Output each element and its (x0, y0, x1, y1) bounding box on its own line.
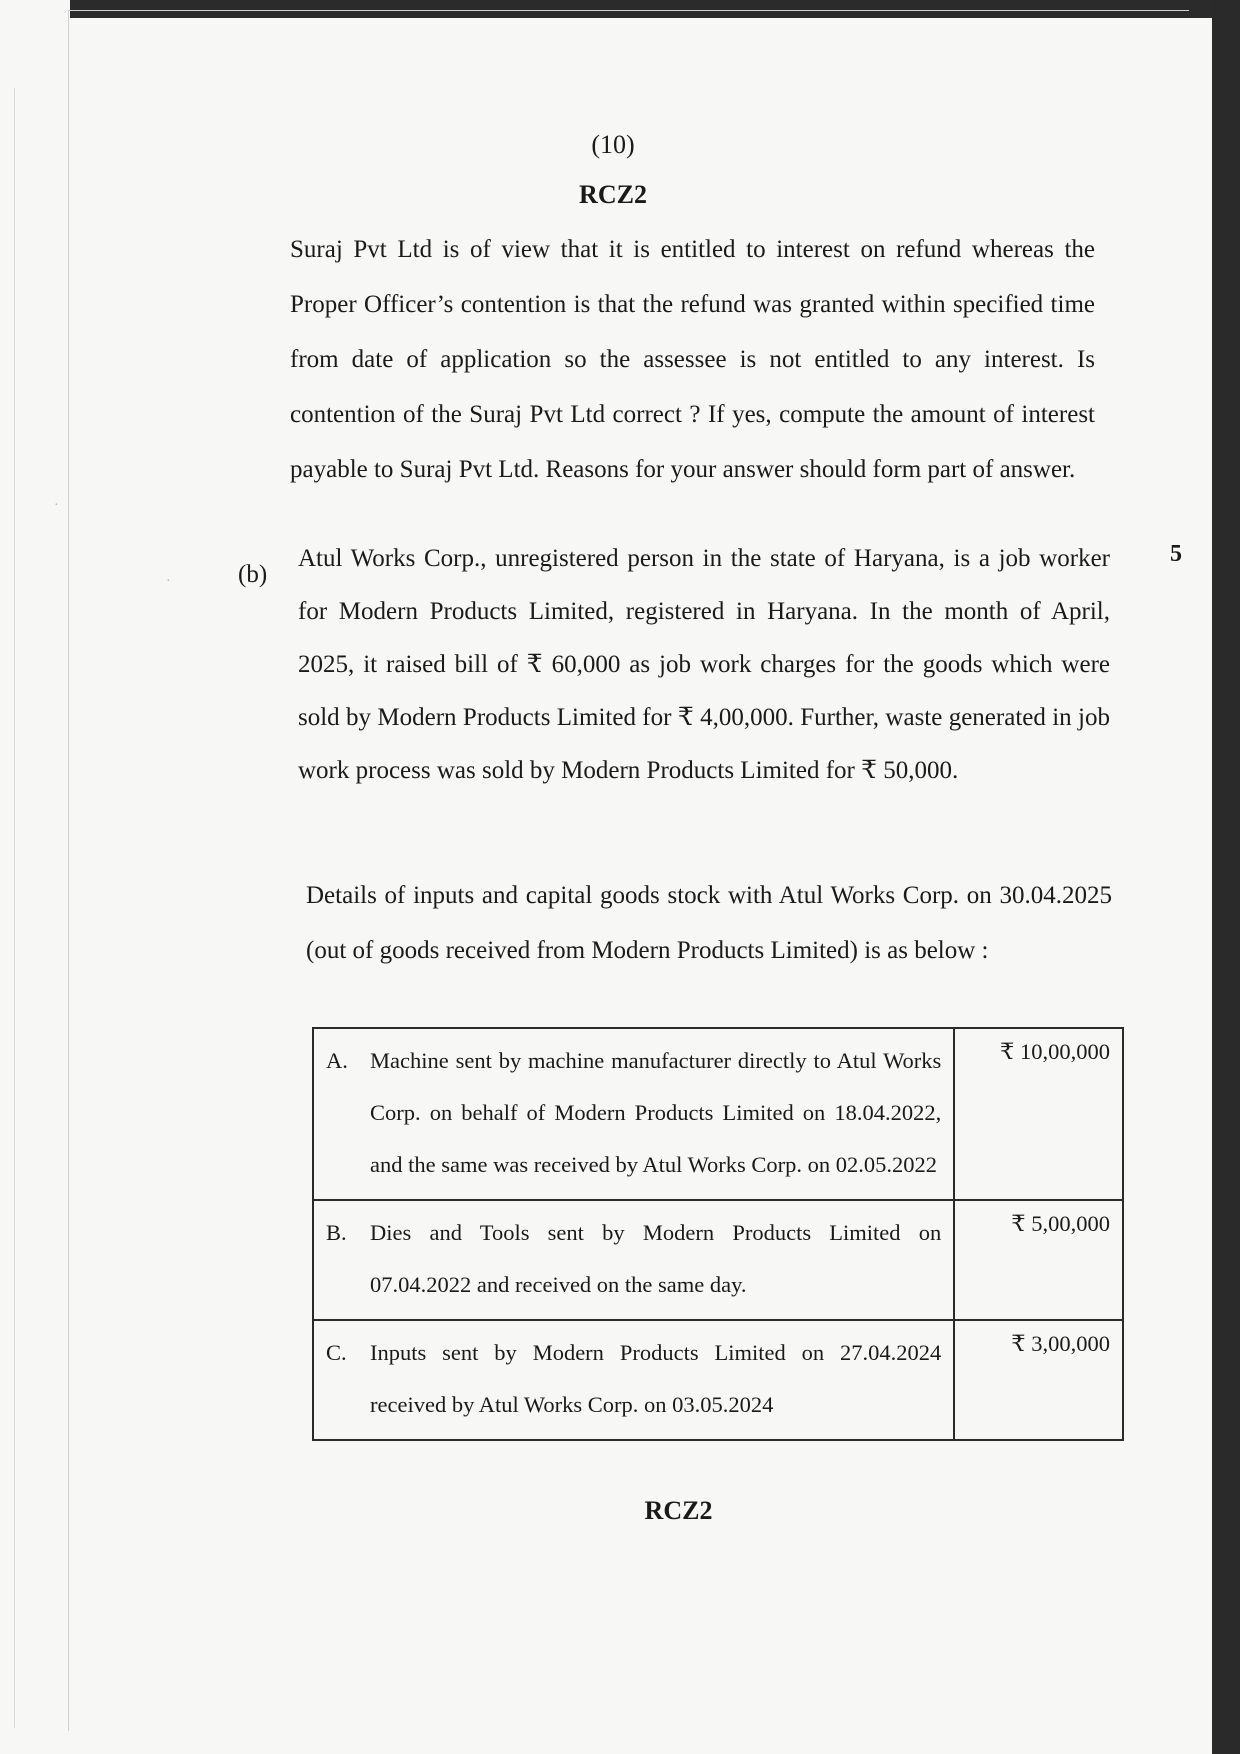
item-cell (313, 1200, 954, 1320)
stock-details-intro: Details of inputs and capital goods stock with Atul Works Corp. on 30.04.2025 (out of goods received from Modern Products Limited) is as below : (306, 882, 1112, 964)
item-amount: ₹ 10,00,000 (954, 1028, 1123, 1200)
item-amount: ₹ 3,00,000 (954, 1320, 1123, 1440)
item-cell (313, 1320, 954, 1440)
item-letter: B. (326, 1220, 347, 1245)
scan-speck: · (166, 574, 171, 589)
item-description: Machine sent by machine manufacturer directly to Atul Works Corp. on behalf of Modern Products Limited on 18.04.2022, and the same was received by Atul Works Corp. on 02.05.2022 (370, 1048, 942, 1177)
question-marks: 5 (1170, 541, 1182, 567)
item-letter: A. (326, 1048, 348, 1073)
question-continuation-paragraph: Suraj Pvt Ltd is of view that it is entitled to interest on refund whereas the Proper Officer’s contention is that the refund was granted within specified time from date of application so the assessee is not entitled to any interest. Is contention of the Suraj Pvt Ltd correct ? If yes, compute the amount of interest payable to Suraj Pvt Ltd. Reasons for your answer should form part of answer. (290, 236, 1095, 483)
page-number: (10) (591, 130, 635, 159)
scanner-edge-right (1212, 0, 1240, 1754)
table-row (313, 1200, 1123, 1320)
paper-code-header: RCZ2 (579, 180, 647, 209)
item-letter: C. (326, 1340, 347, 1365)
item-cell (313, 1028, 954, 1200)
item-description: Inputs sent by Modern Products Limited on 27.04.2024 received by Atul Works Corp. on 03.05.2024 (370, 1340, 942, 1417)
stock-details-table (312, 1027, 1124, 1441)
question-part-b-paragraph: Atul Works Corp., unregistered person in the state of Haryana, is a job worker for Modern Products Limited, registered in Haryana. In the month of April, 2025, it raised bill of ₹ 60,000 as job work charges for the goods which were sold by Modern Products Limited for ₹ 4,00,000. Further, waste generated in job work process was sold by Modern Products Limited for ₹ 50,000. (298, 545, 1110, 784)
item-amount: ₹ 5,00,000 (954, 1200, 1123, 1320)
question-part-label: (b) (238, 561, 268, 588)
paper-code-footer: RCZ2 (644, 1496, 713, 1525)
table-row (313, 1028, 1123, 1200)
scan-speck: · (54, 498, 59, 513)
item-description: Dies and Tools sent by Modern Products Limited on 07.04.2022 and received on the same day. (370, 1220, 942, 1297)
table-row (313, 1320, 1123, 1440)
